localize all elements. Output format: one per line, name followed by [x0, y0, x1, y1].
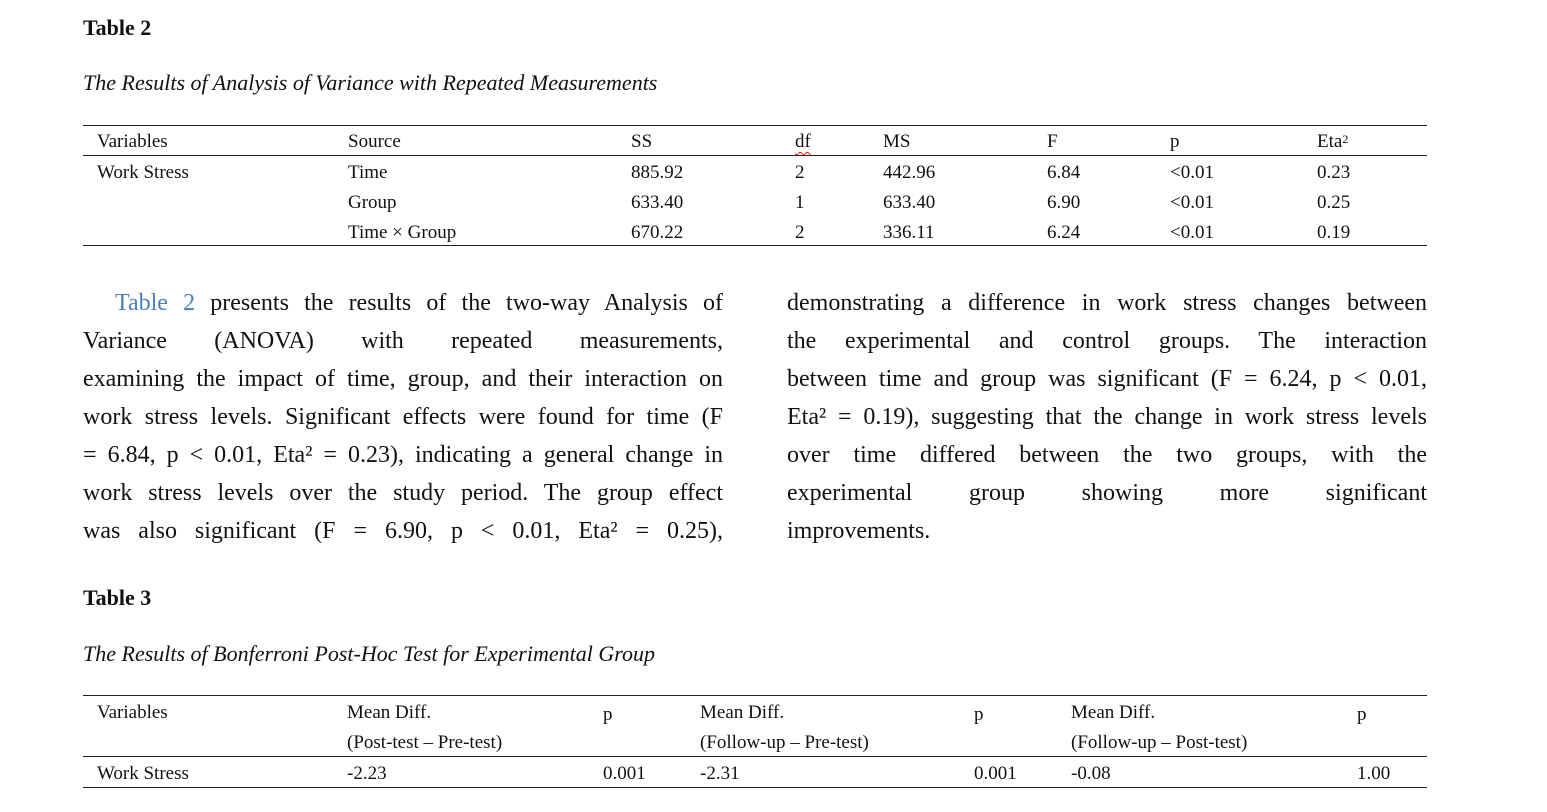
row-p-2: 0.001	[974, 763, 1017, 784]
body-line: Table 2 presents the results of the two-way Analysis of	[115, 290, 723, 316]
row-ss: 633.40	[631, 192, 684, 213]
header-mean-diff-3-sub: (Follow-up – Post-test)	[1071, 732, 1248, 753]
table2-header-rule	[83, 155, 1427, 156]
row-source: Group	[348, 192, 397, 213]
row-p-3: 1.00	[1357, 763, 1391, 784]
row-f: 6.24	[1047, 222, 1081, 243]
table3-bottom-rule	[83, 787, 1427, 788]
table3-caption: The Results of Bonferroni Post-Hoc Test for Experimental Group	[83, 641, 655, 666]
header-p-2: p	[974, 704, 984, 725]
body-line: over time differed between the two groups, with the	[787, 442, 1427, 468]
table3-header-rule	[83, 756, 1427, 757]
row-p: <0.01	[1170, 162, 1214, 183]
header-mean-diff-2-sub: (Follow-up – Pre-test)	[700, 732, 869, 753]
table3-label: Table 3	[83, 585, 152, 610]
table2-variable: Work Stress	[97, 162, 189, 183]
header-variables: Variables	[97, 131, 168, 152]
row-source: Time × Group	[348, 222, 457, 243]
header-p: p	[1170, 131, 1180, 152]
row-p: <0.01	[1170, 222, 1214, 243]
body-line: work stress levels. Significant effects were found for time (F	[83, 404, 723, 430]
row-ms: 442.96	[883, 162, 936, 183]
body-line: experimental group showing more significant	[787, 480, 1427, 506]
table2-label: Table 2	[83, 15, 152, 40]
row-eta: 0.25	[1317, 192, 1351, 213]
row-df: 2	[795, 162, 805, 183]
row-mean-diff-2: -2.31	[700, 763, 740, 784]
body-line: Variance (ANOVA) with repeated measurements,	[83, 328, 723, 354]
row-mean-diff-3: -0.08	[1071, 763, 1111, 784]
header-source: Source	[348, 131, 401, 152]
row-f: 6.90	[1047, 192, 1081, 213]
row-df: 2	[795, 222, 805, 243]
table3-top-rule	[83, 695, 1427, 696]
body-line: Eta² = 0.19), suggesting that the change in work stress levels	[787, 404, 1427, 430]
row-ms: 633.40	[883, 192, 936, 213]
row-p-1: 0.001	[603, 763, 646, 784]
header-mean-diff-1-sub: (Post-test – Pre-test)	[347, 732, 503, 753]
row-df: 1	[795, 192, 805, 213]
header-eta: Eta$^2$	[1317, 131, 1349, 152]
row-mean-diff-1: -2.23	[347, 763, 387, 784]
body-line: was also significant (F = 6.90, p < 0.01, Eta² = 0.25),	[83, 518, 723, 544]
body-line: work stress levels over the study period. The group effect	[83, 480, 723, 506]
header-f: F	[1047, 131, 1058, 152]
table2-top-rule	[83, 125, 1427, 126]
body-line: examining the impact of time, group, and their interaction on	[83, 366, 723, 392]
row-ms: 336.11	[883, 222, 935, 243]
header-variables: Variables	[97, 702, 168, 723]
body-line: the experimental and control groups. The interaction	[787, 328, 1427, 354]
body-right-column	[787, 284, 1427, 550]
header-mean-diff-1: Mean Diff.	[347, 702, 432, 723]
body-line: demonstrating a difference in work stress changes between	[787, 290, 1427, 316]
table2-caption: The Results of Analysis of Variance with Repeated Measurements	[83, 70, 658, 95]
body-line: between time and group was significant (F = 6.24, p < 0.01,	[787, 366, 1427, 392]
row-source: Time	[348, 162, 388, 183]
row-p: <0.01	[1170, 192, 1214, 213]
header-df: df	[795, 131, 811, 152]
row-variable: Work Stress	[97, 763, 189, 784]
row-ss: 670.22	[631, 222, 684, 243]
header-p-3: p	[1357, 704, 1367, 725]
header-mean-diff-2: Mean Diff.	[700, 702, 785, 723]
header-eta-superscript: 2	[1342, 132, 1349, 146]
row-eta: 0.23	[1317, 162, 1351, 183]
row-f: 6.84	[1047, 162, 1081, 183]
header-p-1: p	[603, 704, 613, 725]
table2-bottom-rule	[83, 245, 1427, 246]
table2-reference-link[interactable]: Table 2	[115, 290, 196, 316]
body-left-column	[83, 284, 723, 550]
body-line: improvements.	[787, 518, 931, 544]
row-eta: 0.19	[1317, 222, 1351, 243]
body-line: = 6.84, p < 0.01, Eta² = 0.23), indicating a general change in	[83, 442, 723, 468]
header-mean-diff-3: Mean Diff.	[1071, 702, 1156, 723]
header-ss: SS	[631, 131, 653, 152]
row-ss: 885.92	[631, 162, 684, 183]
header-ms: MS	[883, 131, 911, 152]
